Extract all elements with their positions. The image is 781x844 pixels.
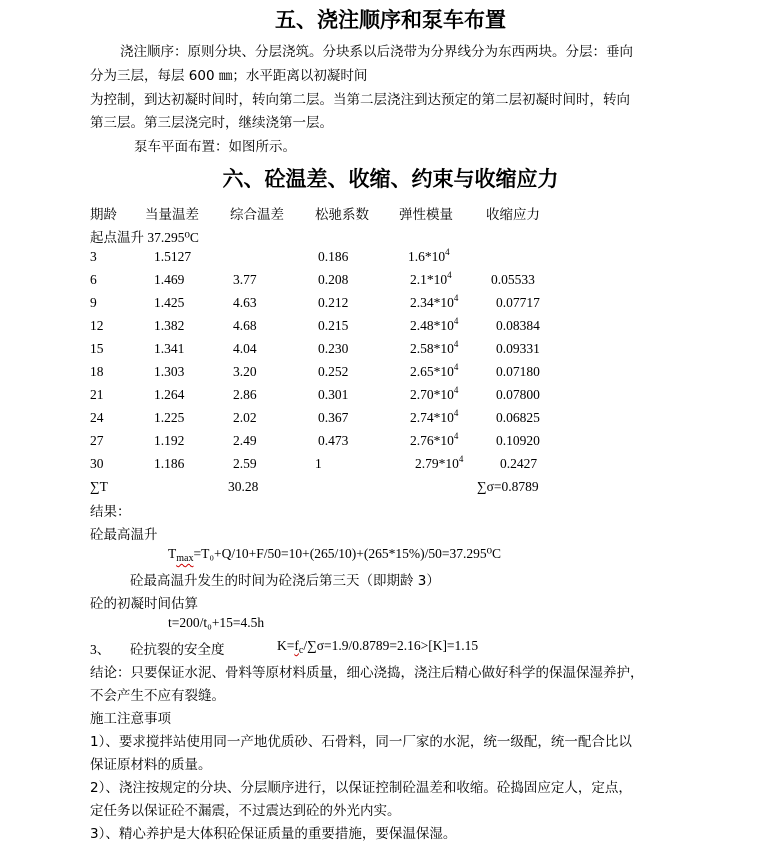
note2-line1: 2）、浇注按规定的分块、分层顺序进行，以保证控制砼温差和收缩。砼捣固应定人，定点，	[90, 780, 632, 796]
cell-eq-temp: 1.192	[154, 433, 185, 448]
cell-relax: 0.252	[318, 364, 349, 379]
cell-age: 24	[90, 410, 104, 425]
cell-relax: 0.367	[318, 410, 349, 425]
cell-eq-temp: 1.186	[154, 456, 185, 471]
cell-stress: 0.2427	[500, 456, 538, 471]
header-relax: 松驰系数	[315, 207, 369, 223]
cell-age: 18	[90, 364, 104, 379]
cell-comb-temp: 2.49	[233, 433, 257, 448]
para1-line4: 第三层。第三层浇完时，继续浇第一层。	[90, 115, 333, 131]
cell-stress: 0.05533	[491, 272, 535, 287]
cell-modulus: $2.48*10^4$	[410, 316, 459, 333]
cell-stress: 0.07800	[496, 387, 540, 402]
header-stress: 收缩应力	[486, 207, 540, 223]
cell-age: 21	[90, 387, 104, 402]
para1-line2: 分为三层，每层 600 ㎜；水平距离以初凝时间	[90, 68, 368, 84]
cell-relax: 0.230	[318, 341, 349, 356]
cell-relax: 0.212	[318, 295, 349, 310]
cell-comb-temp: 4.04	[233, 341, 257, 356]
cell-modulus: $1.6*10^4$	[408, 247, 450, 264]
cell-eq-temp: 1.225	[154, 410, 185, 425]
header-comb-temp: 综合温差	[230, 207, 284, 223]
cell-eq-temp: 1.341	[154, 341, 185, 356]
cell-modulus: $2.65*10^4$	[410, 362, 459, 379]
max-temp-time: 砼最高温升发生的时间为砼浇后第三天（即期龄 3）	[130, 573, 440, 589]
cell-comb-temp: 2.86	[233, 387, 257, 402]
cell-relax: 0.301	[318, 387, 349, 402]
para1-line1: 浇注顺序：原则分块、分层浇筑。分块系以后浇带为分界线分为东西两块。分层：垂向	[120, 44, 633, 60]
cell-eq-temp: 1.469	[154, 272, 185, 287]
cell-age: 9	[90, 295, 97, 310]
note1-line1: 1）、要求搅拌站使用同一产地优质砂、石骨料，同一厂家的水泥，统一级配，统一配合比以	[90, 734, 632, 750]
para1-line3: 为控制，到达初凝时间时，转向第二层。当第二层浇注到达预定的第二层初凝时间时，转向	[90, 92, 630, 108]
header-modulus: 弹性模量	[399, 207, 453, 223]
note2-line2: 定任务以保证砼不漏震，不过震达到砼的外光内实。	[90, 803, 401, 819]
conclusion-line2: 不会产生不应有裂缝。	[90, 688, 225, 704]
cell-age: 15	[90, 341, 104, 356]
note3-line: 3）、精心养护是大体积砼保证质量的重要措施，要保温保湿。	[90, 826, 457, 842]
cell-eq-temp: 1.303	[154, 364, 185, 379]
pump-layout-line: 泵车平面布置：如图所示。	[134, 139, 296, 155]
start-temp-line: 起点温升 37.295⁰C	[90, 230, 199, 245]
cell-modulus: $2.74*10^4$	[410, 408, 459, 425]
cell-modulus: $2.1*10^4$	[410, 270, 452, 287]
cell-eq-temp: 1.425	[154, 295, 185, 310]
note1-line2: 保证原材料的质量。	[90, 757, 212, 773]
cell-stress: 0.10920	[496, 433, 540, 448]
cell-stress: 0.07180	[496, 364, 540, 379]
cell-eq-temp: 1.382	[154, 318, 185, 333]
cell-eq-temp: 1.264	[154, 387, 185, 402]
header-age: 期龄	[90, 207, 117, 223]
cell-eq-temp: 1.5127	[154, 249, 192, 264]
cell-relax: 0.473	[318, 433, 349, 448]
cell-relax: 1	[315, 456, 322, 471]
cell-relax: 0.208	[318, 272, 349, 287]
conclusion-line1: 结论：只要保证水泥、骨料等原材料质量，细心浇捣，浇注后精心做好科学的保温保湿养护，	[90, 665, 644, 681]
cell-modulus: $2.76*10^4$	[410, 431, 459, 448]
sum-sigma: ∑σ=0.8789	[477, 479, 539, 494]
sum-value: 30.28	[228, 479, 259, 494]
section5-title: 五、浇注顺序和泵车布置	[275, 8, 506, 32]
init-set-title: 砼的初凝时间估算	[90, 596, 198, 612]
item3-formula: $K=f_c/\sum\sigma=1.9/0.8789=2.16>[K]=1.15$	[277, 638, 479, 656]
cell-relax: 0.186	[318, 249, 349, 264]
cell-comb-temp: 2.02	[233, 410, 257, 425]
cell-age: 3	[90, 249, 97, 264]
cell-comb-temp: 3.77	[233, 272, 257, 287]
cell-stress: 0.06825	[496, 410, 540, 425]
cell-relax: 0.215	[318, 318, 349, 333]
cell-comb-temp: 3.20	[233, 364, 257, 379]
init-set-formula: t=200/t₀+15=4.5h	[168, 615, 265, 630]
item3-label: 砼抗裂的安全度	[130, 642, 225, 658]
max-temp-formula: $T_{max}=T_0+Q/10+F/50=10+(265/10)+(265*15\%)/50=37.295^0C$	[168, 546, 501, 564]
cell-age: 27	[90, 433, 104, 448]
cell-age: 30	[90, 456, 104, 471]
item3-number: 3、	[90, 642, 111, 657]
cell-modulus: $2.34*10^4$	[410, 293, 459, 310]
notes-title: 施工注意事项	[90, 711, 171, 727]
cell-modulus: $2.79*10^4$	[415, 454, 464, 471]
header-eq-temp: 当量温差	[145, 207, 199, 223]
cell-stress: 0.08384	[496, 318, 540, 333]
max-temp-title: 砼最高温升	[90, 527, 158, 543]
cell-comb-temp: 4.63	[233, 295, 257, 310]
cell-age: 6	[90, 272, 97, 287]
section6-title: 六、砼温差、收缩、约束与收缩应力	[222, 167, 559, 191]
cell-stress: 0.07717	[496, 295, 540, 310]
cell-comb-temp: 4.68	[233, 318, 257, 333]
cell-modulus: $2.58*10^4$	[410, 339, 459, 356]
cell-comb-temp: 2.59	[233, 456, 257, 471]
sum-label: ∑T	[90, 479, 108, 494]
cell-modulus: $2.70*10^4$	[410, 385, 459, 402]
cell-age: 12	[90, 318, 104, 333]
result-label: 结果：	[90, 504, 131, 520]
cell-stress: 0.09331	[496, 341, 540, 356]
